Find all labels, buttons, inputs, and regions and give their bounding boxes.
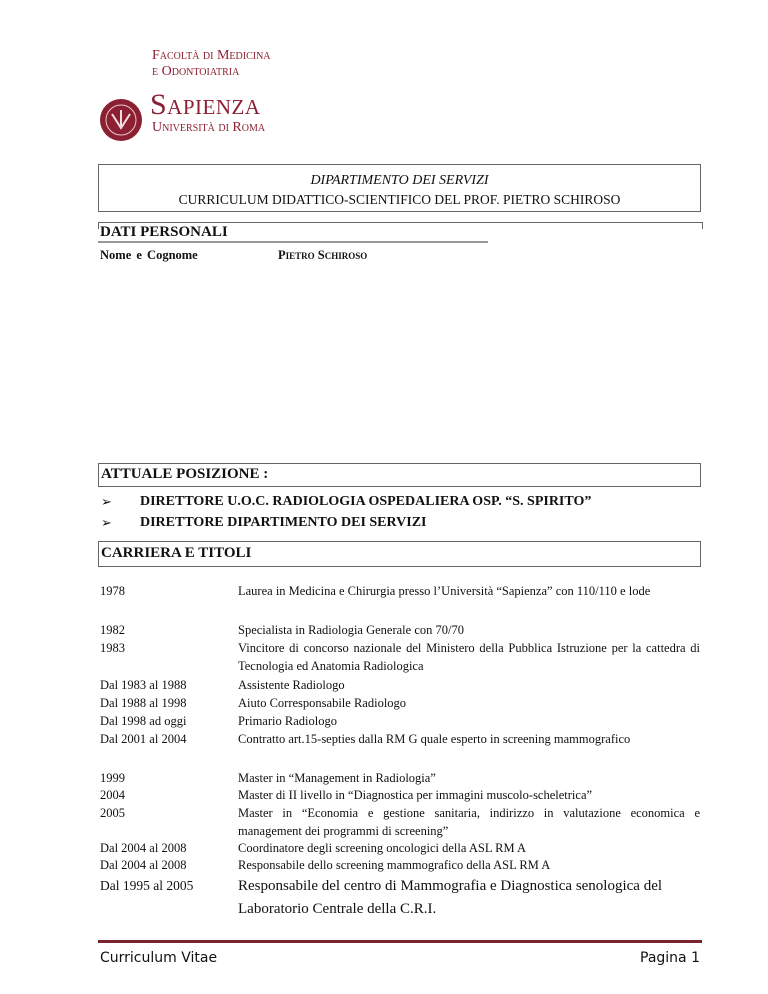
career-year: 1999	[100, 771, 125, 785]
career-desc: Aiuto Corresponsabile Radiologo	[238, 696, 407, 710]
department-title: DIPARTIMENTO DEI SERVIZI	[310, 173, 489, 188]
career-desc: Responsabile dello screening mammografico della ASL RM A	[238, 858, 551, 872]
dati-personali-heading: DATI PERSONALI	[100, 224, 228, 240]
career-year: Dal 2004 al 2008	[100, 858, 187, 872]
career-desc: Master di II livello in “Diagnostica per immagini muscolo-scheletrica”	[238, 788, 593, 802]
footer-rule	[98, 940, 702, 943]
career-year: Dal 2004 al 2008	[100, 841, 187, 855]
position-item: DIRETTORE DIPARTIMENTO DEI SERVIZI	[140, 515, 427, 530]
arrow-bullet-icon: ➢	[101, 494, 112, 509]
career-year: 1983	[100, 641, 125, 655]
page-number: Pagina 1	[640, 950, 700, 966]
career-year: Dal 1995 al 2005	[100, 878, 194, 893]
career-year: 1982	[100, 623, 125, 637]
career-year: 2004	[100, 788, 125, 802]
document-subtitle: CURRICULUM DIDATTICO-SCIENTIFICO DEL PROF. PIETRO SCHIROSO	[178, 192, 621, 207]
career-year: Dal 1998 ad oggi	[100, 714, 187, 728]
career-desc: Specialista in Radiologia Generale con 70/70	[238, 623, 464, 637]
arrow-bullet-icon: ➢	[101, 515, 112, 530]
sapienza-seal-logo	[99, 98, 143, 142]
career-year: 1978	[100, 584, 125, 598]
footer-left: Curriculum Vitae	[100, 950, 218, 966]
career-year: Dal 1988 al 1998	[100, 696, 187, 710]
career-year: 2005	[100, 806, 125, 820]
career-desc: Master in “Management in Radiologia”	[238, 771, 436, 785]
position-item: DIRETTORE U.O.C. RADIOLOGIA OSPEDALIERA OSP. “S. SPIRITO”	[140, 494, 592, 509]
carriera-box	[98, 541, 701, 567]
career-year: Dal 2001 al 2004	[100, 732, 187, 746]
heading-underline	[98, 241, 488, 243]
career-desc: Responsabile del centro di Mammografia e Diagnostica senologica del Laboratorio Centrale della C.R.I.	[238, 878, 663, 917]
university-name: Università di Roma	[152, 120, 266, 135]
carriera-heading: CARRIERA E TITOLI	[101, 545, 252, 561]
name-value: Pietro Schiroso	[278, 248, 368, 262]
posizione-box	[98, 463, 701, 487]
career-desc: Laurea in Medicina e Chirurgia presso l’Università “Sapienza” con 110/110 e lode	[238, 584, 651, 598]
name-label: Nome e Cognome	[100, 248, 198, 262]
career-desc: Contratto art.15-septies dalla RM G quale esperto in screening mammografico	[238, 732, 631, 746]
faculty-line-1: Facoltà di Medicina	[152, 48, 271, 63]
career-desc: Assistente Radiologo	[238, 678, 345, 692]
career-desc: Primario Radiologo	[238, 714, 337, 728]
posizione-heading: ATTUALE POSIZIONE :	[101, 466, 269, 482]
header-box	[98, 164, 701, 212]
career-year: Dal 1983 al 1988	[100, 678, 187, 692]
career-desc: Master in “Economia e gestione sanitaria, indirizzo in valutazione economica e management dei programmi di screening”	[238, 806, 700, 838]
career-desc: Vincitore di concorso nazionale del Ministero della Pubblica Istruzione per la cattedra di Tecnologia ed Anatomia Radiologica	[238, 641, 700, 673]
faculty-line-2: e Odontoiatria	[152, 64, 240, 79]
sapienza-wordmark: Sapienza	[150, 88, 261, 121]
career-desc: Coordinatore degli screening oncologici della ASL RM A	[238, 841, 527, 855]
